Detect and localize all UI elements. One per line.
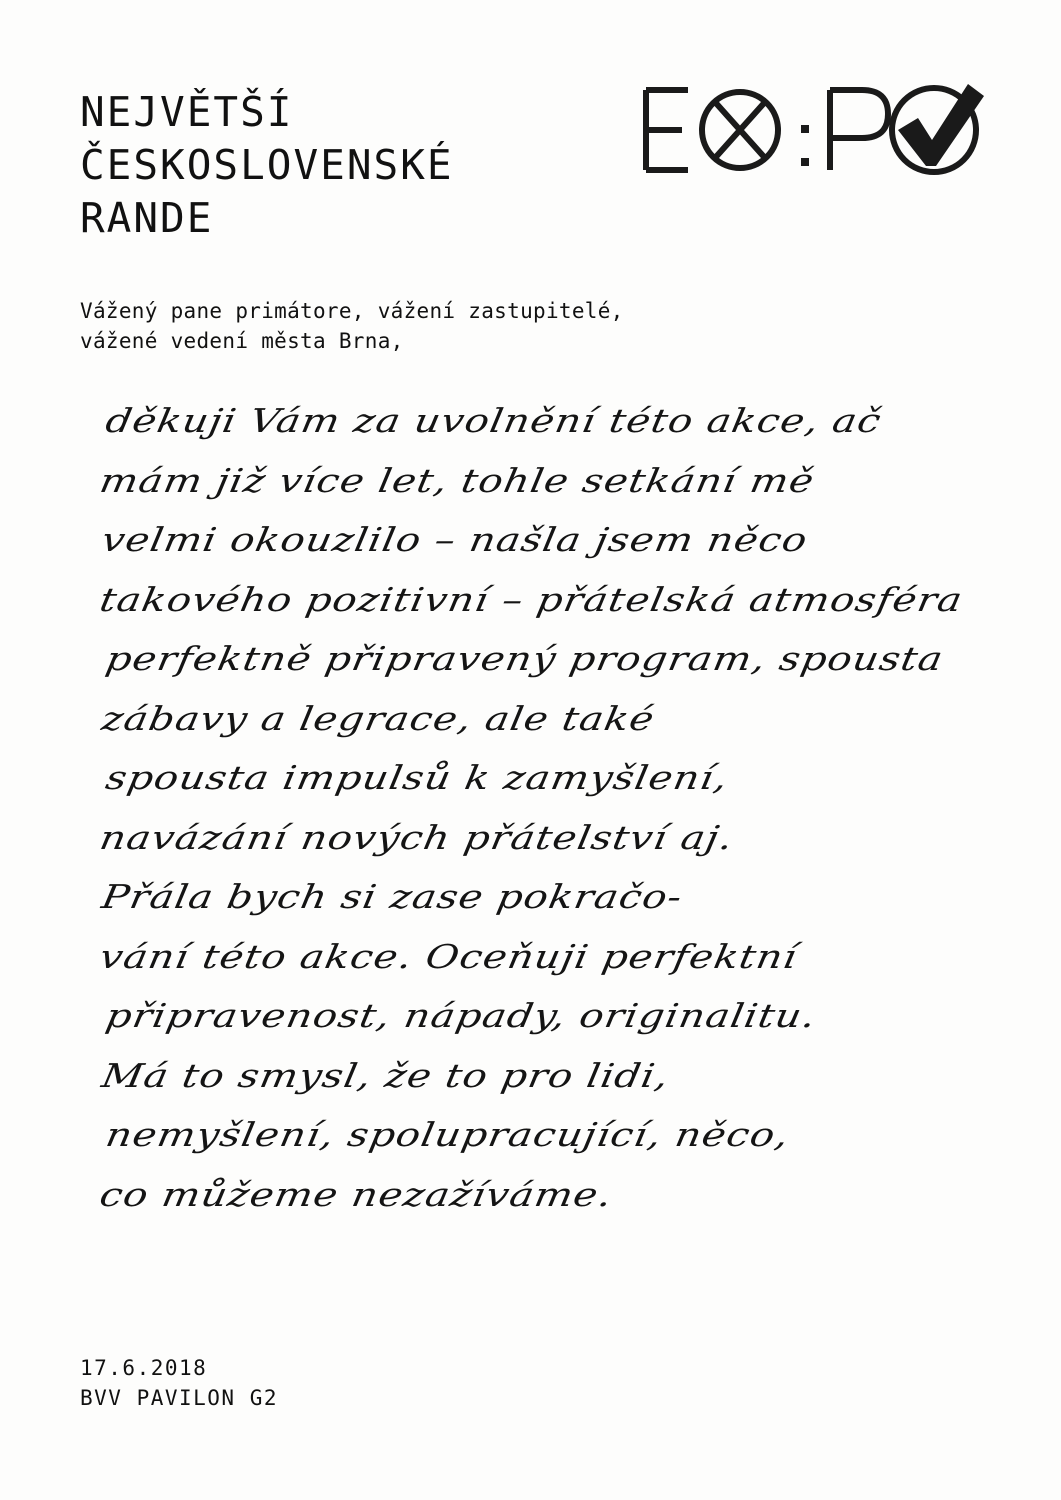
salutation-line-1: Vážený pane primátore, vážení zastupitelé, xyxy=(80,299,624,323)
handwritten-line: perfektně připravený program, spousta xyxy=(102,640,947,678)
poster-title xyxy=(80,86,454,245)
handwritten-line: vání této akce. Oceňuji perfektní xyxy=(96,937,801,976)
salutation-line-2: vážené vedení města Brna, xyxy=(80,329,404,353)
handwritten-line: zábavy a legrace, ale také xyxy=(98,699,658,738)
handwritten-message xyxy=(96,392,1000,1225)
event-date: 17.6.2018 xyxy=(80,1356,208,1380)
handwritten-line: spousta impulsů k zamyšlení, xyxy=(102,759,732,797)
event-venue: BVV PAVILON G2 xyxy=(80,1386,279,1410)
handwritten-line: velmi okouzlilo – našla jsem něco xyxy=(98,521,811,559)
salutation xyxy=(80,296,624,356)
expo-logo xyxy=(640,80,985,180)
handwritten-line: mám již více let, tohle setkání mě xyxy=(96,461,818,500)
title-line-3: RANDE xyxy=(80,194,214,242)
handwritten-line: navázání nových přátelství aj. xyxy=(96,818,737,857)
event-info xyxy=(80,1353,278,1413)
handwritten-line: takového pozitivní – přátelská atmosféra xyxy=(96,580,966,619)
handwritten-line: nemyšlení, spolupracující, něco, xyxy=(102,1116,793,1154)
title-line-2: ČESKOSLOVENSKÉ xyxy=(80,141,454,189)
handwritten-line: Má to smysl, že to pro lidi, xyxy=(98,1056,673,1095)
handwritten-line: děkuji Vám za uvolnění této akce, ač xyxy=(102,402,885,440)
handwritten-line: co můžeme nezažíváme. xyxy=(96,1175,616,1214)
title-line-1: NEJVĚTŠÍ xyxy=(80,88,294,136)
handwritten-line: Přála bych si zase pokračo- xyxy=(98,878,686,916)
handwritten-line: připravenost, nápady, originalitu. xyxy=(102,997,820,1035)
